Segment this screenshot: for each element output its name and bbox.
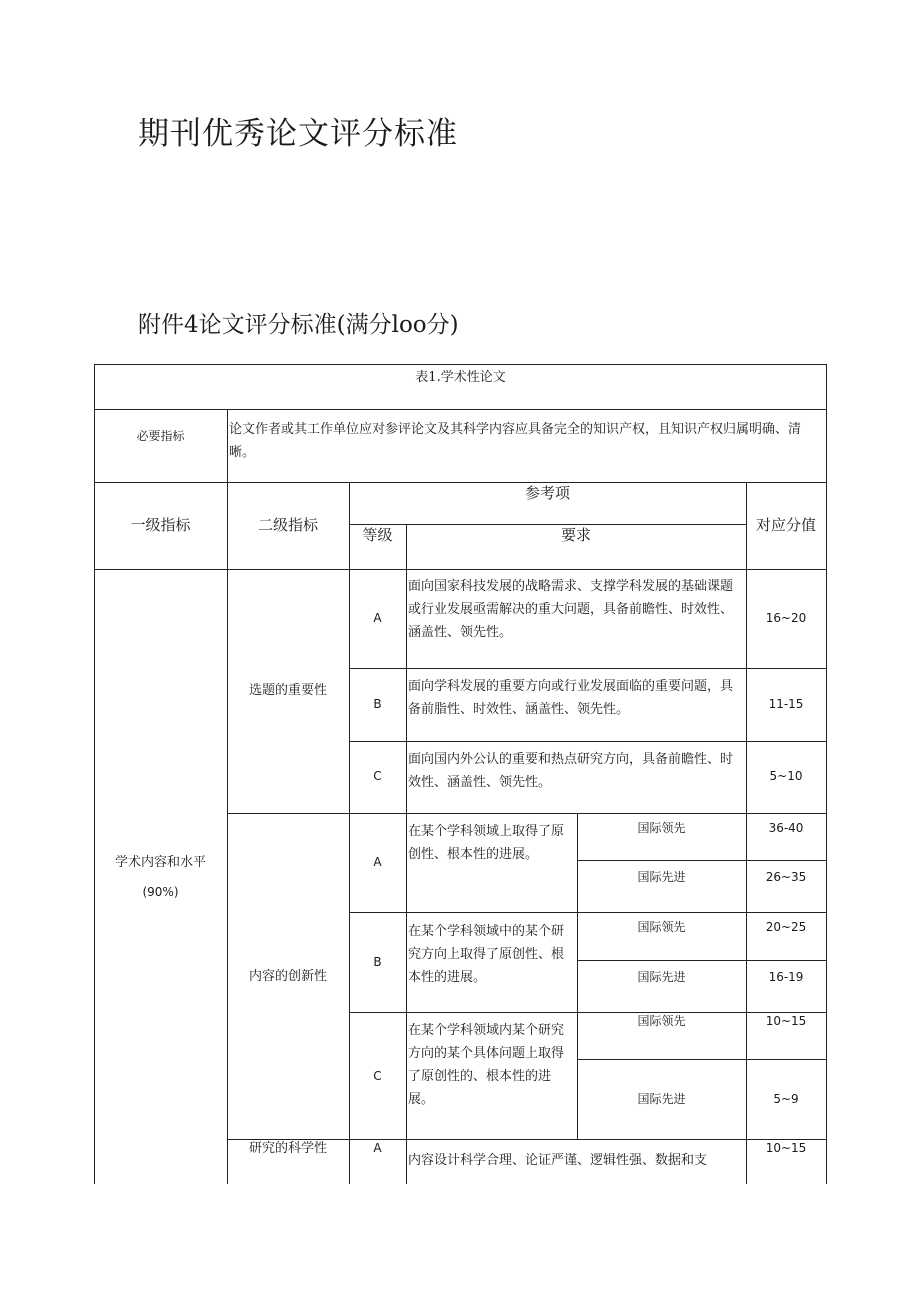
- requirement-text: 在某个学科领域上取得了原创性、根本性的进展。: [408, 824, 565, 862]
- table-rule: [94, 409, 827, 410]
- sub-level-label: 国际领先: [637, 821, 686, 835]
- level1-name: 学术内容和水平: [114, 855, 206, 870]
- required-indicator-text: 论文作者或其工作单位应对参评论文及其科学内容应具备完全的知识产权，且知识产权归属明确、清晰。: [229, 422, 802, 460]
- header-requirement: 要求: [560, 526, 591, 544]
- header-level1: 一级指标: [130, 516, 191, 534]
- table-rule: [577, 1059, 827, 1060]
- table-rule: [94, 569, 827, 570]
- table-rule: [227, 813, 827, 814]
- table-border-right: [826, 364, 827, 1184]
- document-title: 期刊优秀论文评分标准: [138, 116, 458, 152]
- sub-level-label: 国际先进: [637, 970, 686, 984]
- sub-level-label: 国际领先: [637, 920, 686, 934]
- requirement-text: 面向国家科技发展的战略需求、支撑学科发展的基础课题或行业发展亟需解决的重大问题，具备前瞻性、时效性、涵盖性、领先性。: [408, 579, 734, 640]
- grade-label: A: [373, 855, 382, 869]
- sub-level-label: 国际先进: [637, 870, 686, 884]
- table-rule: [577, 860, 827, 861]
- requirement-text: 在某个学科领域内某个研究方向的某个具体问题上取得了原创性的、根本性的进展。: [408, 1023, 565, 1107]
- requirement-text: 面向学科发展的重要方向或行业发展面临的重要问题，具备前脂性、时效性、涵盖性、领先性。: [408, 679, 734, 717]
- grade-label: A: [373, 1141, 382, 1155]
- requirement-text: 内容设计科学合理、论证严谨、逻辑性强、数据和支: [408, 1153, 708, 1168]
- score-value: 5~10: [769, 769, 803, 783]
- group-name: 内容的创新性: [248, 969, 327, 984]
- level1-weight: (90%): [142, 885, 179, 899]
- table-border-top: [94, 364, 827, 365]
- table-rule: [349, 912, 827, 913]
- requirement-text: 面向国内外公认的重要和热点研究方向，具备前瞻性、时效性、涵盖性、领先性。: [408, 752, 734, 790]
- grade-label: C: [373, 1069, 382, 1083]
- group-name: 选题的重要性: [248, 683, 327, 698]
- table-caption: 表1.学术性论文: [415, 370, 506, 385]
- header-score: 对应分值: [755, 516, 816, 534]
- grade-label: B: [373, 697, 382, 711]
- sub-level-label: 国际领先: [637, 1014, 686, 1028]
- score-value: 36-40: [768, 821, 804, 835]
- header-level2: 二级指标: [257, 516, 318, 534]
- table-col-rule: [406, 524, 407, 1184]
- table-rule: [349, 741, 827, 742]
- document-subtitle: 附件4论文评分标准(满分loo分): [138, 312, 459, 338]
- score-value: 20~25: [765, 920, 807, 934]
- table-rule: [577, 960, 827, 961]
- sub-level-label: 国际先进: [637, 1092, 686, 1106]
- grade-label: C: [373, 769, 382, 783]
- header-grade: 等级: [362, 526, 393, 544]
- group-name: 研究的科学性: [248, 1141, 327, 1156]
- required-indicator-label: 必要指标: [136, 429, 185, 443]
- table-rule: [349, 668, 827, 669]
- score-value: 11-15: [768, 697, 804, 711]
- score-value: 10~15: [765, 1141, 807, 1155]
- score-value: 5~9: [773, 1092, 799, 1106]
- grade-label: A: [373, 611, 382, 625]
- score-value: 16-19: [768, 970, 804, 984]
- score-value: 10~15: [765, 1014, 807, 1028]
- table-border-left: [94, 364, 95, 1184]
- score-value: 16~20: [765, 611, 807, 625]
- requirement-text: 在某个学科领域中的某个研究方向上取得了原创性、根本性的进展。: [408, 924, 565, 985]
- score-value: 26~35: [765, 870, 807, 884]
- header-reference: 参考项: [524, 484, 570, 502]
- grade-label: B: [373, 955, 382, 969]
